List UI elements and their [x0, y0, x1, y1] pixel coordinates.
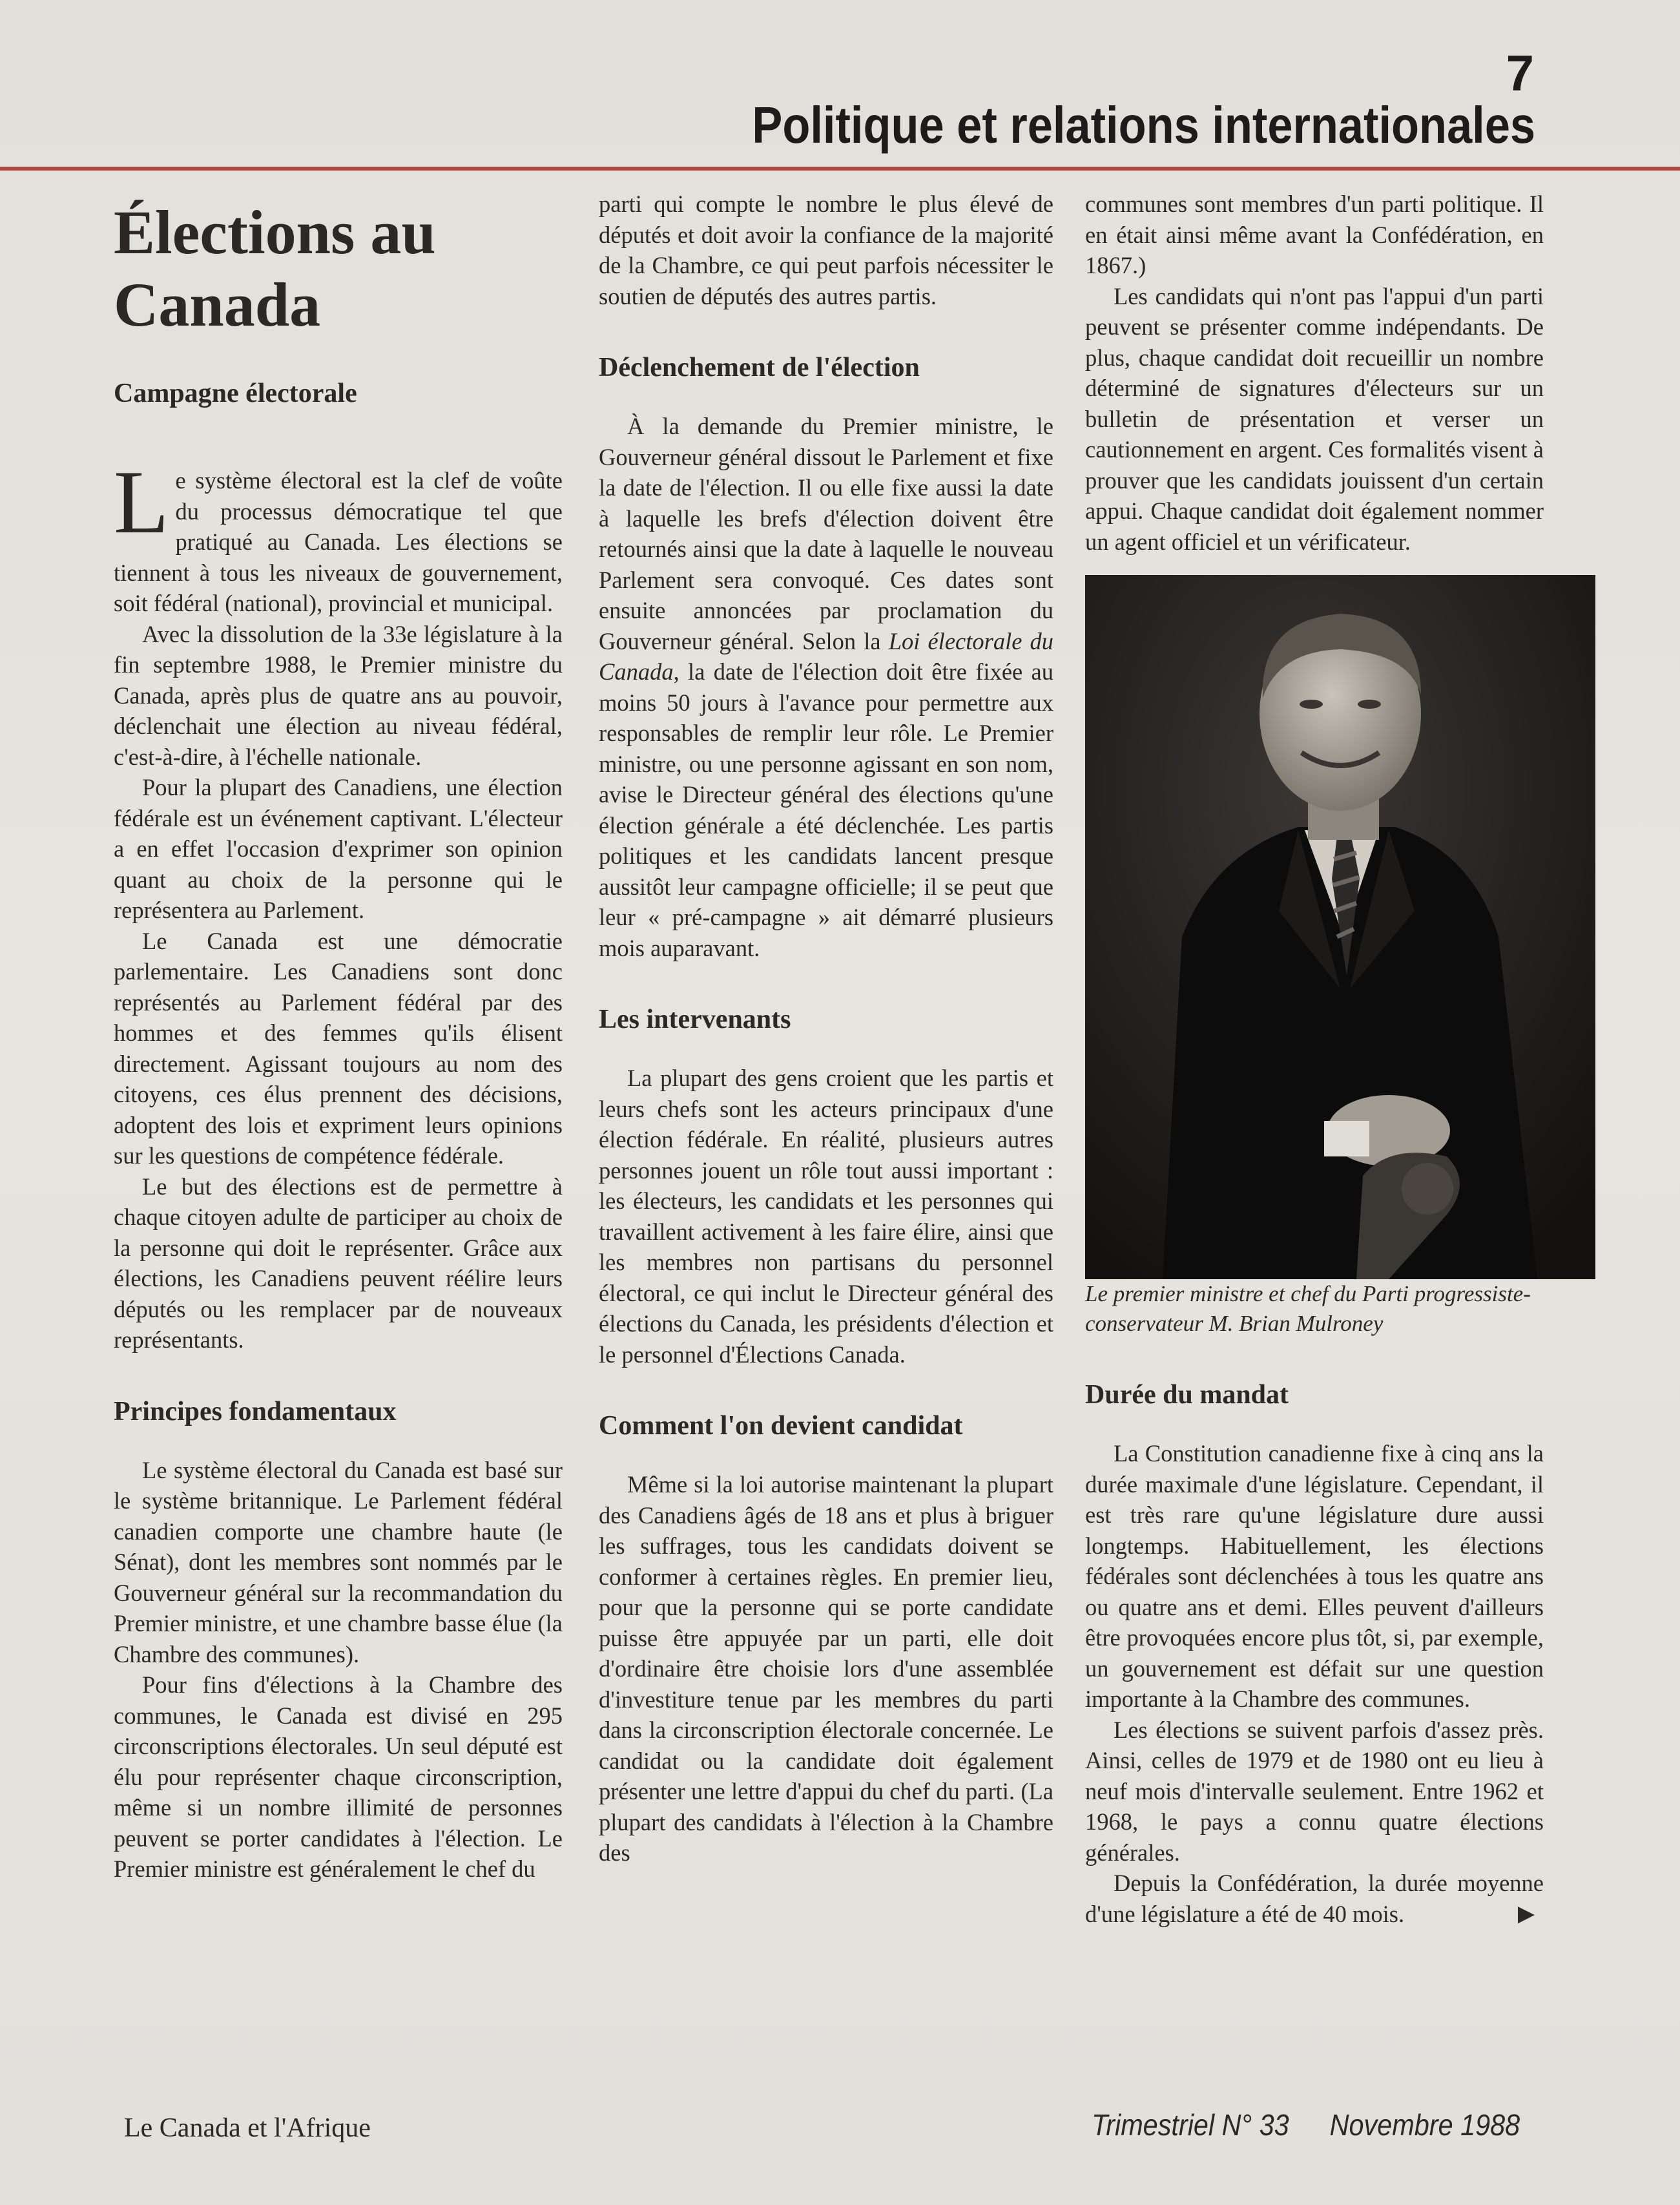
paragraph: Même si la loi autorise maintenant la plupart des Canadiens âgés de 18 ans et plus à briguer les suffrages, tous les candidats doivent se conformer à certaines règles. En premier lieu, pour que la personne qui se porte candidate puisse être appuyée par un parti, elle doit d'ordinaire être choisie lors d'une assemblée d'investiture tenue par les membres du parti dans la circonscription électorale concernée. Le candidat ou la candidate doit également présenter une lettre d'appui du chef du parti. (La plupart des candidats à l'élection à la Chambre des	[599, 1471, 1053, 1866]
footer-date: Novembre 1988	[1329, 2108, 1520, 2142]
paragraph: Le Canada est une démocratie parlementaire. Les Canadiens sont donc représentés au Parlement fédéral par des hommes et des femmes qu'ils élisent directement. Agissant toujours au nom des citoyens, ces élus prennent des décisions, adoptent des lois et expriment leurs opinions sur les questions de compétence fédérale.	[114, 927, 563, 1169]
subhead-declenchement: Déclenchement de l'élection	[599, 353, 920, 382]
paragraph: communes sont membres d'un parti politique. Il en était ainsi même avant la Confédération, en 1867.)	[1085, 191, 1544, 278]
paragraph: parti qui compte le nombre le plus élevé de députés et doit avoir la confiance de la majorité de la Chambre, ce qui peut parfois nécessiter le soutien de députés des autres partis.	[599, 191, 1053, 309]
portrait-photo	[1085, 575, 1595, 1279]
footer-magazine-title: Le Canada et l'Afrique	[124, 2113, 371, 2143]
photo-caption: Le premier ministre et chef du Parti progressiste-conservateur M. Brian Mulroney	[1085, 1281, 1531, 1336]
column-3	[1085, 189, 1544, 1929]
paragraph: Le but des élections est de permettre à chaque citoyen adulte de participer au choix de la personne qui doit le représenter. Grâce aux élections, les Canadiens peuvent réélire leurs députés ou les remplacer par de nouveaux représentants.	[114, 1173, 563, 1353]
paragraph: Le système électoral est la clef de voûte du processus démocratique tel que pratiqué au Canada. Les élections se tiennent à tous les niveaux de gouvernement, soit fédéral (national), provincial et municipal.	[114, 452, 563, 616]
header-rule	[0, 167, 1680, 171]
page-number: 7	[1506, 45, 1534, 101]
paragraph: Le système électoral du Canada est basé sur le système britannique. Le Parlement fédéral canadien comporte une chambre haute (le Sénat), dont les membres sont nommés par le Gouverneur général sur la recommandation du Premier ministre, et une chambre basse élue (la Chambre des communes).	[114, 1456, 563, 1667]
footer-publication: Trimestriel N° 33	[1092, 2108, 1289, 2142]
subhead-principes: Principes fondamentaux	[114, 1396, 397, 1426]
subhead-intervenants: Les intervenants	[599, 1005, 791, 1034]
subhead-candidat: Comment l'on devient candidat	[599, 1411, 963, 1441]
portrait-illustration	[1085, 575, 1595, 1279]
paragraph: Les candidats qui n'ont pas l'appui d'un parti peuvent se présenter comme indépendants. De plus, chaque candidat doit recueillir un nombre déterminé de signatures d'électeurs sur un bulletin de présentation et verser un cautionnement en argent. Ces formalités visent à prouver que les candidats jouissent d'un certain appui. Chaque candidat doit également nommer un agent officiel et un vérificateur.	[1085, 282, 1544, 555]
section-title: Politique et relations internationales	[752, 96, 1535, 154]
column-2	[599, 189, 1053, 1868]
paragraph: À la demande du Premier ministre, le Gouverneur général dissout le Parlement et fixe la date de l'élection. Il ou elle fixe aussi la date à laquelle les brefs d'élection doivent être retournés ainsi que la date à laquelle le nouveau Parlement sera convoqué. Ces dates sont ensuite annoncées par proclamation du Gouverneur général. Selon la Loi électorale du Canada, la date de l'élection doit être fixée au moins 50 jours à l'avance pour permettre aux responsables de remplir leur rôle. Le Premier ministre, ou une personne agissant en son nom, avise le Directeur général des élections qu'une élection générale a été déclenchée. Les partis politiques et les candidats lancent presque aussitôt leur campagne officielle; il se peut que leur « pré-campagne » ait démarré plusieurs mois auparavant.	[599, 413, 1054, 961]
column-1	[114, 187, 563, 1885]
paragraph: La plupart des gens croient que les partis et leurs chefs sont les acteurs principaux d'une élection fédérale. En réalité, plusieurs autres personnes jouent un rôle tout aussi important : les électeurs, les candidats et les personnes qui travaillent activement à les faire élire, ainsi que les membres non partisans du personnel électoral, ce qui inclut le Directeur général des élections du Canada, les présidents d'élection et le personnel d'Élections Canada.	[599, 1065, 1053, 1368]
paragraph: Pour fins d'élections à la Chambre des communes, le Canada est divisé en 295 circonscriptions électorales. Un seul député est élu pour représenter chaque circonscription, même si un nombre illimité de personnes peuvent se porter candidates à l'élection. Le Premier ministre est généralement le chef du	[114, 1671, 563, 1882]
continue-arrow-icon: ▶	[1517, 1900, 1535, 1927]
paragraph: Les élections se suivent parfois d'assez près. Ainsi, celles de 1979 et de 1980 ont eu lieu à neuf mois d'intervalle seulement. Entre 1962 et 1968, le pays a connu quatre élections générales.	[1085, 1716, 1544, 1866]
article-title: Élections au Canada	[114, 198, 436, 339]
law-title: Loi électorale du Canada	[599, 627, 1054, 685]
paragraph: Depuis la Confédération, la durée moyenne d'une législature a été de 40 mois. ▶	[1085, 1868, 1544, 1929]
footer-issue	[1092, 2107, 1520, 2142]
subhead-duree: Durée du mandat	[1085, 1380, 1289, 1410]
subhead-campagne: Campagne électorale	[114, 379, 357, 408]
paragraph: La Constitution canadienne fixe à cinq ans la durée maximale d'une législature. Cependant, il est très rare qu'une législature dure aussi longtemps. Habituellement, les élections fédérales sont déclenchées à tous les quatre ans ou quatre ans et demi. Elles peuvent d'ailleurs être provoquées encore plus tôt, si, par exemple, un gouvernement est défait sur une question importante à la Chambre des communes.	[1085, 1440, 1544, 1712]
drop-cap: L	[114, 452, 169, 552]
paragraph: Pour la plupart des Canadiens, une élection fédérale est un événement captivant. L'électeur a en effet l'occasion d'exprimer son opinion quant au choix de la personne qui le représentera au Parlement.	[114, 774, 563, 923]
paragraph: Avec la dissolution de la 33e législature à la fin septembre 1988, le Premier ministre du Canada, après plus de quatre ans au pouvoir, déclenchait une élection au niveau fédéral, c'est-à-dire, à l'échelle nationale.	[114, 620, 563, 770]
